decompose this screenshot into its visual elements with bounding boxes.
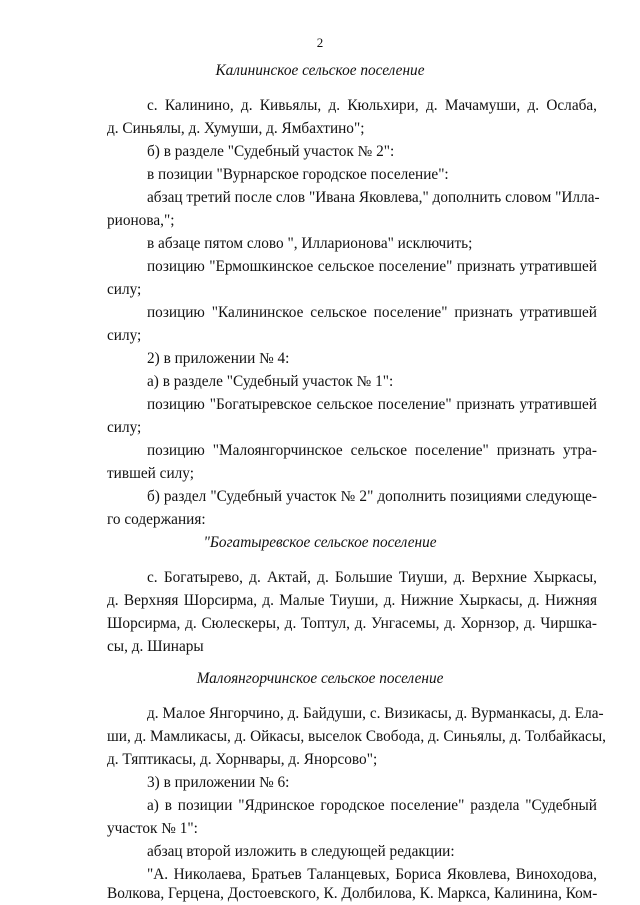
paragraph-line: "А. Николаева, Братьев Таланцевых, Бориса Яковлева, Виноходова, [147,866,597,883]
paragraph-line: Волкова, Герцена, Достоевского, К. Долбилова, К. Маркса, Калинина, Ком- [107,885,598,902]
paragraph-line: сы, д. Шинары [107,638,204,655]
paragraph-line: б) в разделе "Судебный участок № 2": [147,143,395,160]
paragraph-line: позицию "Калининское сельское поселение" признать утратившей [147,304,597,321]
paragraph-line: силу; [107,419,142,436]
paragraph-line: го содержания: [107,511,206,528]
paragraph-line: рионова,"; [107,212,175,229]
paragraph-line: абзац второй изложить в следующей редакции: [147,843,455,860]
paragraph-line: с. Богатырево, д. Актай, д. Большие Тиуши, д. Верхние Хыркасы, [147,569,597,586]
paragraph-line: участок № 1": [107,820,198,837]
paragraph-line: силу; [107,327,142,344]
paragraph-line: д. Малое Янгорчино, д. Байдуши, с. Визикасы, д. Вурманкасы, д. Ела- [147,705,604,722]
paragraph-line: позицию "Малоянгорчинское сельское поселение" признать утра- [147,442,597,459]
paragraph-line: абзац третий после слов "Ивана Яковлева," дополнить словом "Илла- [147,189,600,206]
paragraph-line: Шорсирма, д. Сюлескеры, д. Топтул, д. Унгасемы, д. Хорнзор, д. Чиршка- [107,615,597,632]
paragraph-line: а) в разделе "Судебный участок № 1": [147,373,394,390]
paragraph-line: 2) в приложении № 4: [147,350,290,367]
paragraph-line: б) раздел "Судебный участок № 2" дополнить позициями следующе- [147,488,597,505]
paragraph-line: д. Верхняя Шорсирма, д. Малые Тиуши, д. Нижние Хыркасы, д. Нижняя [107,592,597,609]
paragraph-line: д. Синьялы, д. Хумуши, д. Ямбахтино"; [107,120,365,137]
paragraph-line: а) в позиции "Ядринское городское поселение" раздела "Судебный [147,797,597,814]
paragraph-line: позицию "Ермошкинское сельское поселение" признать утратившей [147,258,597,275]
paragraph-line: в абзаце пятом слово ", Илларионова" исключить; [147,235,473,252]
page-number: 2 [316,35,324,50]
paragraph-line: д. Тяптикасы, д. Хорнвары, д. Янорсово"; [107,751,378,768]
paragraph-line: ши, д. Мамликасы, д. Ойкасы, выселок Свобода, д. Синьялы, д. Толбайкасы, [107,728,606,745]
paragraph-line: с. Калинино, д. Кивьялы, д. Кюльхири, д. Мачамуши, д. Ослаба, [147,97,597,114]
section-heading: Калининское сельское поселение [215,62,425,79]
section-heading: "Богатыревское сельское поселение [203,534,437,551]
paragraph-line: в позиции "Вурнарское городское поселение": [147,166,449,183]
paragraph-line: позицию "Богатыревское сельское поселение" признать утратившей [147,396,597,413]
paragraph-line: 3) в приложении № 6: [147,774,290,791]
paragraph-line: тившей силу; [107,465,194,482]
section-heading: Малоянгорчинское сельское поселение [196,670,444,687]
paragraph-line: силу; [107,281,142,298]
